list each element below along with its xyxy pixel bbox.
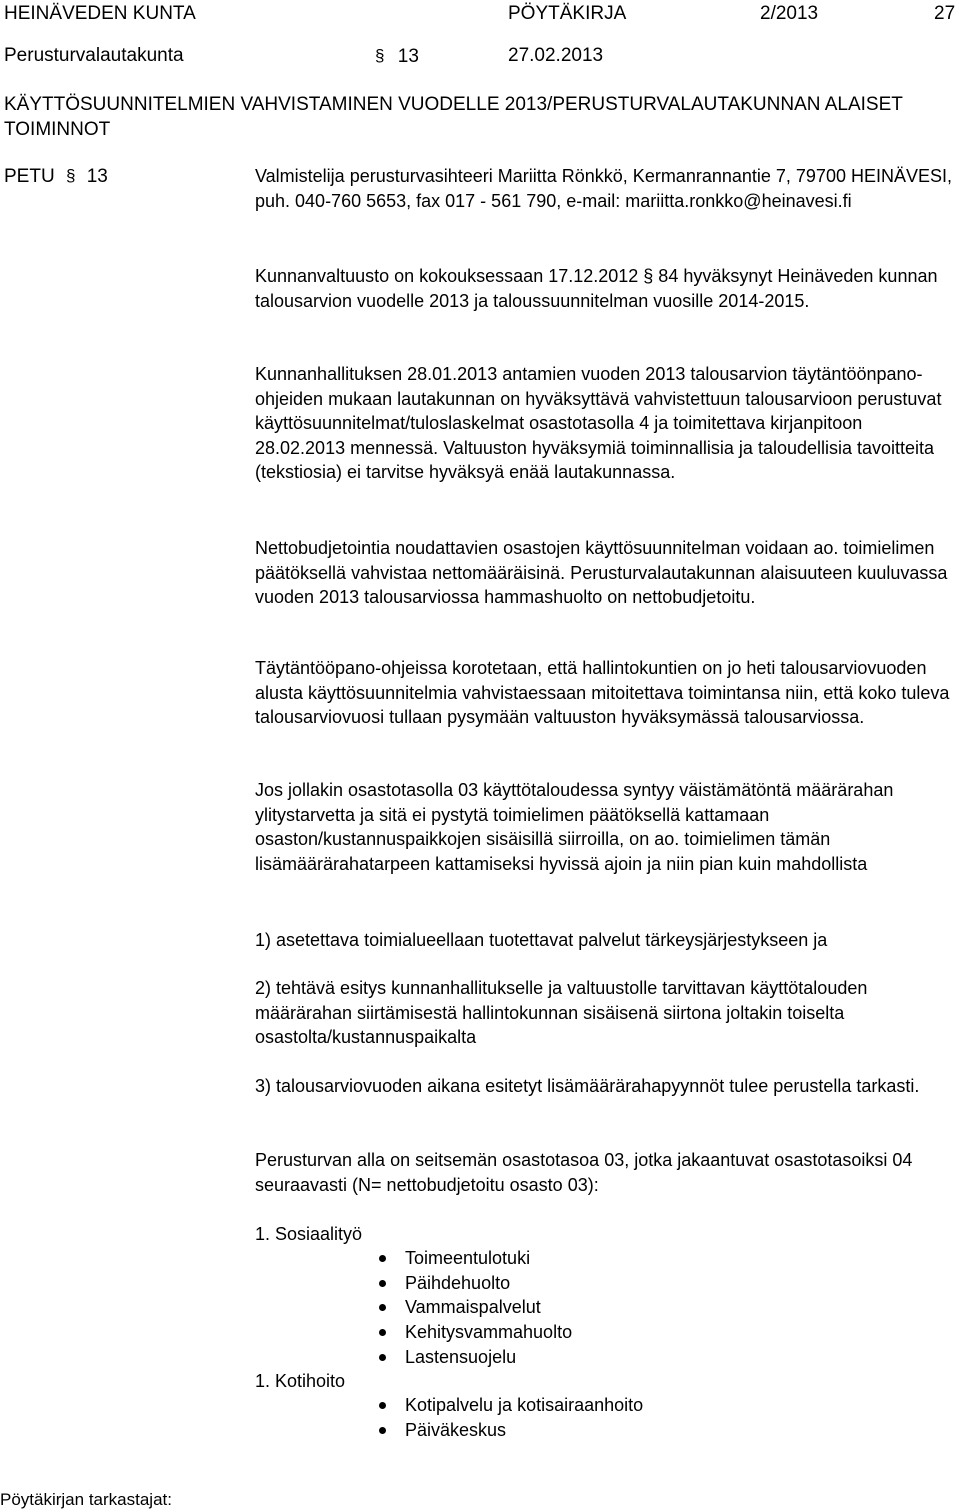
reference-label: PETU: [4, 166, 55, 187]
committee-name: Perusturvalautakunta: [4, 45, 184, 66]
list-item: Päihdehuolto: [379, 1271, 572, 1296]
reference-number: 13: [86, 166, 108, 187]
group-item-list: [379, 1246, 572, 1370]
council-decision-paragraph: Kunnanvaltuusto on kokouksessaan 17.12.2012 § 84 hyväksynyt Heinäveden kunnan talousarvion vuodelle 2013 ja taloussuunnitelman vuosille 2014-2015.: [255, 266, 938, 311]
group-item-list: [379, 1393, 643, 1442]
meeting-date: 27.02.2013: [508, 45, 604, 66]
section-mark: §: [375, 46, 385, 65]
list-item: Toimeentulotuki: [379, 1246, 572, 1271]
page-title: KÄYTTÖSUUNNITELMIEN VAHVISTAMINEN VUODELLE 2013/PERUSTURVALAUTAKUNNAN ALAISET TOIMINNOT: [4, 94, 903, 140]
section-header: [375, 44, 419, 69]
department-levels-paragraph: Perusturvan alla on seitsemän osastotasoa 03, jotka jakaantuvat osastotasoiksi 04 seuraavasti (N= nettobudjetoitu osasto 03):: [255, 1150, 913, 1195]
municipality-name: HEINÄVEDEN KUNTA: [4, 3, 196, 24]
list-item: Vammaispalvelut: [379, 1295, 572, 1320]
numbered-point-3: 3) talousarviovuoden aikana esitetyt lisämäärärahapyynnöt tulee perustella tarkasti.: [255, 1076, 920, 1096]
numbered-point-2: 2) tehtävä esitys kunnanhallitukselle ja valtuustolle tarvittavan käyttötalouden määrärahan siirtämisestä hallintokunnan sisäisenä siirtona joltakin toiselta osastolta/kustannuspaikalta: [255, 978, 868, 1047]
document-type: PÖYTÄKIRJA: [508, 3, 627, 24]
section-number: 13: [397, 46, 419, 67]
section-reference: [4, 164, 108, 189]
preparer-paragraph: Valmistelija perusturvasihteeri Mariitta Rönkkö, Kermanrannantie 7, 79700 HEINÄVESI, puh. 040-760 5653, fax 017 - 561 790, e-mail: mariitta.ronkko@heinavesi.fi: [255, 166, 952, 211]
group-label: 1. Sosiaalityö: [255, 1224, 363, 1244]
document-number: 2/2013: [760, 3, 819, 24]
overrun-paragraph: Jos jollakin osastotasolla 03 käyttötaloudessa syntyy väistämätöntä määrärahan ylitystarvetta ja sitä ei pystytä toimielimen päätöksellä kattamaan osaston/kustannuspaikkojen sisäisillä siirroilla, on ao. toimielimen tämän lisämäärärahatarpeen kattamiseksi hyvissä ajoin ja niin pian kuin mahdollista: [255, 780, 894, 874]
implementation-paragraph: Täytäntööpano-ohjeissa korotetaan, että hallintokuntien on jo heti talousarviovuoden alusta käyttösuunnitelmia vahvistaessaan mitoitettava toimintansa niin, että koko tuleva talousarviovuosi tullaan pysymään valtuuston hyväksymässä talousarviossa.: [255, 658, 950, 727]
list-item: Lastensuojelu: [379, 1345, 572, 1370]
instructions-paragraph: Kunnanhallituksen 28.01.2013 antamien vuoden 2013 talousarvion täytäntöönpano-ohjeiden mukaan lautakunnan on hyväksyttävä vahvistettuun talousarvioon perustuvat käyttösuunnitelmat/tuloslaskelmat osastotasolla 4 ja toimitettava kirjanpitoon 28.02.2013 mennessä. Valtuuston hyväksymiä toiminnallisia ja taloudellisia tavoitteita (tekstiosia) ei tarvitse hyväksyä enää lautakunnassa.: [255, 364, 942, 482]
reference-section-mark: §: [65, 166, 76, 185]
list-item: Kehitysvammahuolto: [379, 1320, 572, 1345]
net-budgeting-paragraph: Nettobudjetointia noudattavien osastojen käyttösuunnitelman voidaan ao. toimielimen päätöksellä vahvistaa nettomääräisinä. Perusturvalautakunnan alaisuuteen kuuluvassa vuoden 2013 talousarviossa hammashuolto on nettobudjetoitu.: [255, 538, 948, 607]
group-label: 1. Kotihoito: [255, 1371, 346, 1391]
list-item: Päiväkeskus: [379, 1418, 643, 1443]
page-number: 27: [934, 3, 956, 24]
list-item: Kotipalvelu ja kotisairaanhoito: [379, 1393, 643, 1418]
reviewers-label: Pöytäkirjan tarkastajat:: [0, 1490, 172, 1509]
numbered-point-1: 1) asetettava toimialueellaan tuotettavat palvelut tärkeysjärjestykseen ja: [255, 930, 828, 950]
